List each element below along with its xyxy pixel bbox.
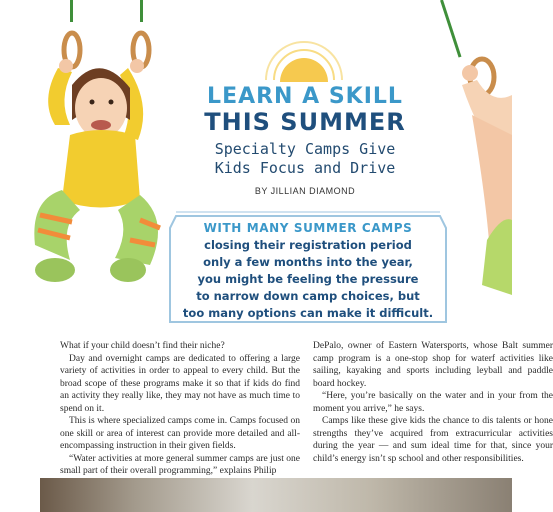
pull-quote-line: only a few months into the year, <box>203 255 413 269</box>
pull-quote-line: closing their registration period <box>204 238 412 252</box>
body-paragraph: DePalo, owner of Eastern Watersports, whose Balt summer camp program is a one-stop shop for waterf activities like sailing, kayaking and sports including leyball and paddle board hockey. <box>313 341 553 389</box>
sun-graphic <box>262 40 346 82</box>
ring-rope-right <box>140 0 143 22</box>
body-paragraph: This is where specialized camps come in. Camps focused on one skill or area of interest can provide more detailed and all-encompassing instruction in their given fields. <box>60 416 300 451</box>
headline-line2: THIS SUMMER <box>204 108 406 136</box>
body-column-right <box>313 340 553 465</box>
bottom-photo <box>40 478 512 512</box>
body-paragraph: “Here, you’re basically on the water and in your from the moment you arrive,” he says. <box>313 391 553 414</box>
body-paragraph: What if your child doesn’t find their niche? <box>60 341 225 351</box>
pull-quote-box <box>168 208 448 328</box>
body-paragraph: “Water activities at more general summer camps are just one small part of their overall programming,” explains Philip <box>60 453 300 476</box>
pull-quote-text <box>168 220 448 322</box>
headline-line1: LEARN A SKILL <box>207 84 403 109</box>
subtitle-line2: Kids Focus and Drive <box>214 159 396 177</box>
girl-photo <box>0 30 175 290</box>
pull-quote-line: too many options can make it difficult. <box>182 306 434 320</box>
subtitle <box>160 140 450 178</box>
body-paragraph: Camps like these give kids the chance to dis talents or hone strengths they’ve acquired from extracurricular activities during the year — and sum ideal time for that, since your child’s energy isn’t sp school and other responsibilities. <box>313 416 553 464</box>
body-paragraph: Day and overnight camps are dedicated to offering a large variety of activities in order to appeal to every child. But the broad scope of these programs make it so that if kids do find an activity they really like, they may not have as much time to spend on it. <box>60 353 300 414</box>
pull-quote-lead: WITH MANY SUMMER CAMPS <box>203 221 413 235</box>
ring-rope-far-right <box>440 0 461 58</box>
pull-quote-line: to narrow down camp choices, but <box>196 289 420 303</box>
pull-quote-line: you might be feeling the pressure <box>197 272 419 286</box>
byline: BY JILLIAN DIAMOND <box>254 186 356 196</box>
subtitle-line1: Specialty Camps Give <box>214 140 396 158</box>
body-column-left <box>60 340 300 478</box>
ring-rope-left <box>70 0 73 22</box>
